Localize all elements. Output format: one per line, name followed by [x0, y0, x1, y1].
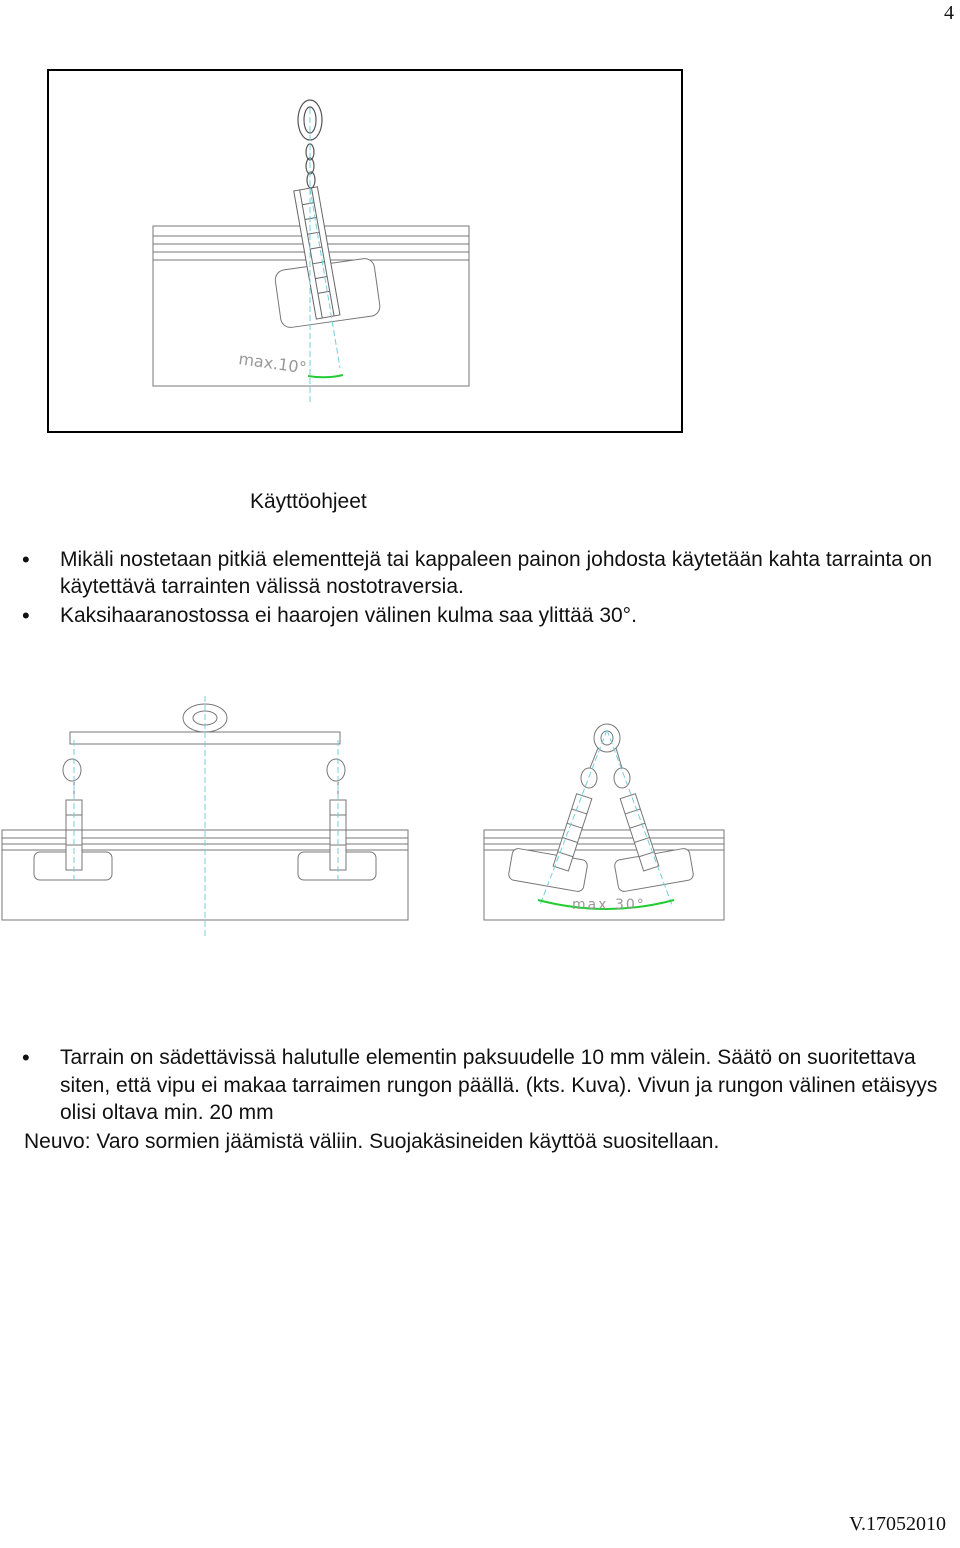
page-number: 4 — [944, 2, 954, 24]
list-item: • Mikäli nostetaan pitkiä elementtejä tai kappaleen painon johdosta käytetään kahta tarrainta on käytettävä tarrainten välissä nostotraversia. — [0, 546, 960, 600]
list-item: • Kaksihaaranostossa ei haarojen välinen kulma saa ylittää 30°. — [0, 602, 960, 629]
single-clamp-figure — [46, 68, 686, 436]
two-leg-lift-figure — [484, 724, 724, 920]
adjustment-list — [0, 1044, 950, 1127]
document-version: V.17052010 — [849, 1513, 946, 1535]
list-item: • Tarrain on sädettävissä halutulle elementin paksuudelle 10 mm välein. Säätö on suoritettava siten, että vipu ei makaa tarraimen rungon päällä. (kts. Kuva). Vivun ja rungon välinen etäisyys olisi oltava min. 20 mm — [0, 1044, 950, 1127]
lifting-figures — [0, 690, 740, 940]
angle-label-10: max.10° — [237, 349, 308, 378]
traverse-lift-figure — [2, 696, 408, 938]
instructions-list — [0, 546, 960, 631]
angle-label-30: max 30° — [572, 897, 646, 913]
instructions-heading: Käyttöohjeet — [250, 490, 367, 513]
safety-advice: Neuvo: Varo sormien jäämistä väliin. Suojakäsineiden käyttöä suositellaan. — [24, 1130, 720, 1153]
